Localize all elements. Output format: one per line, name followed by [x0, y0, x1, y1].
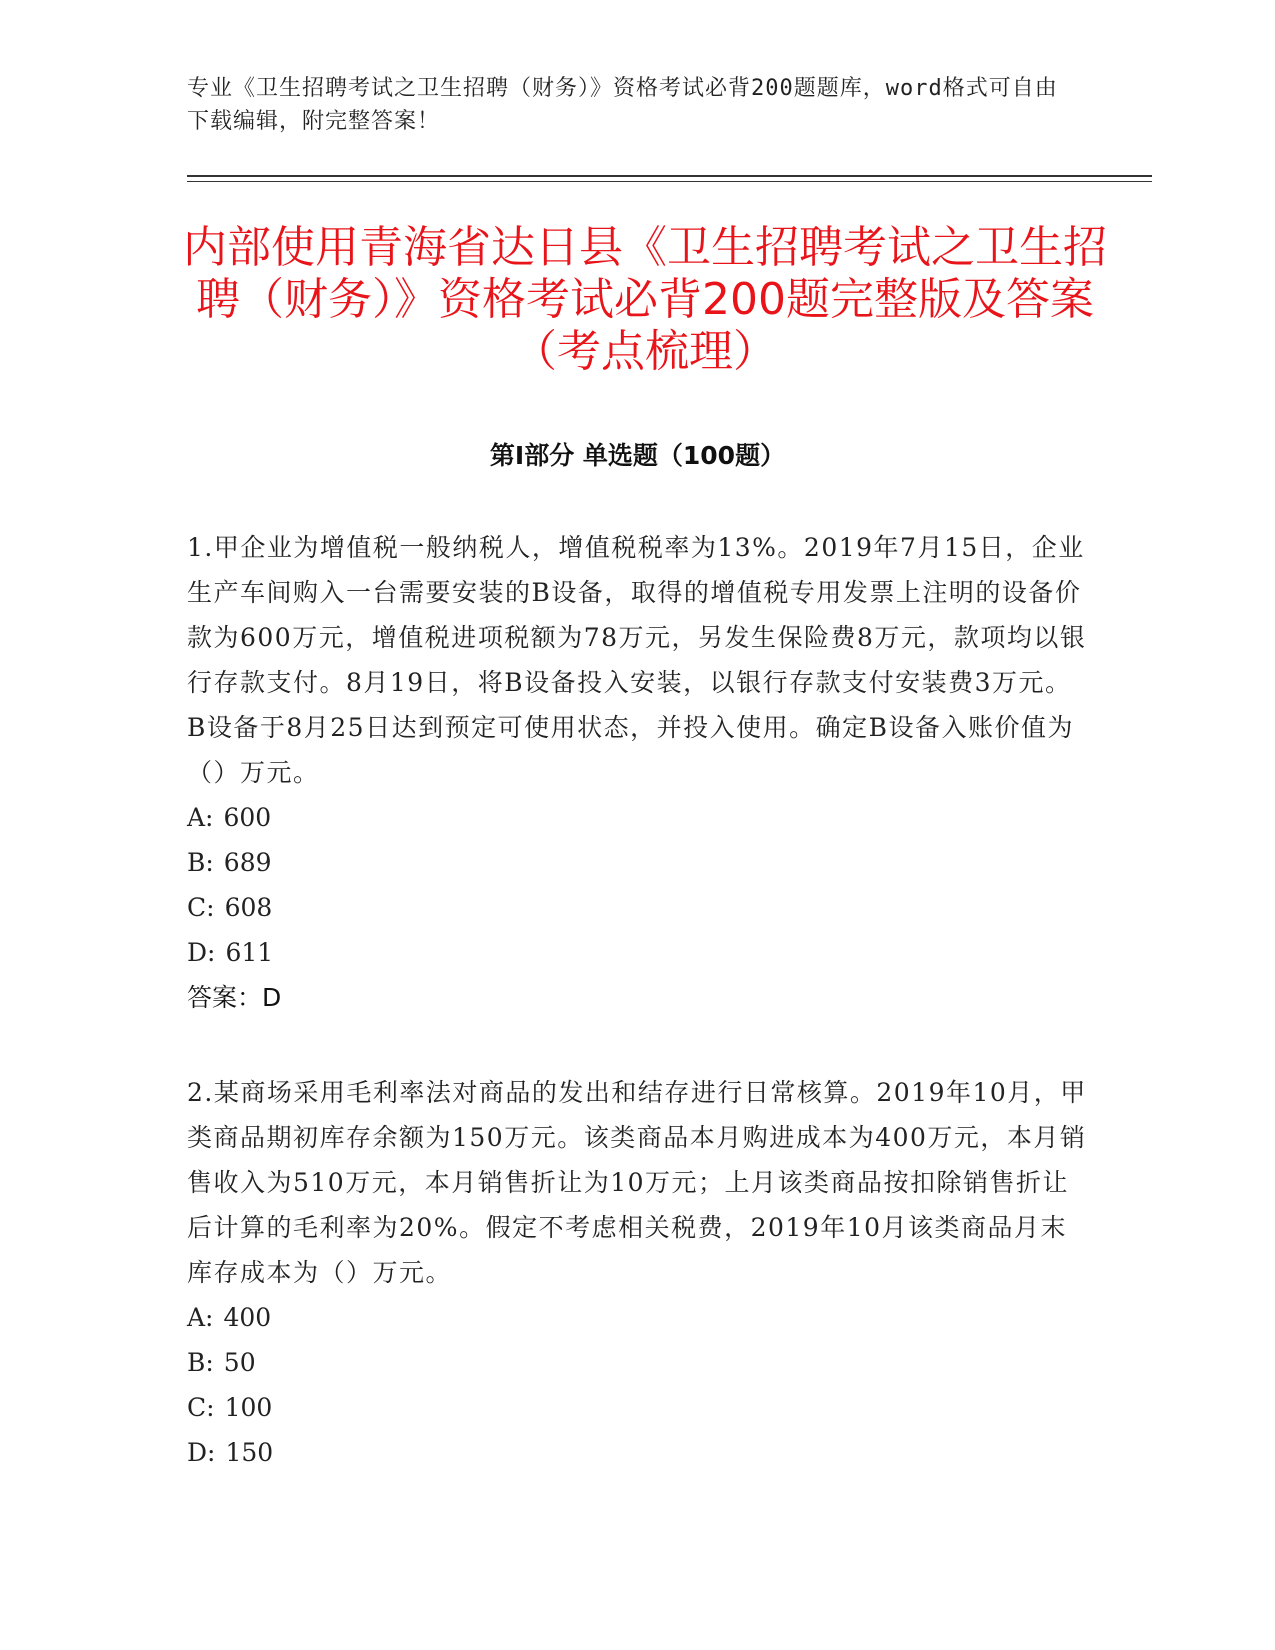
question-1 — [187, 525, 1087, 1020]
option-value: 400 — [223, 1303, 272, 1332]
header-divider-thin — [187, 181, 1152, 182]
question-2 — [187, 1070, 1087, 1475]
option-c — [187, 1385, 1087, 1430]
section-title: 第Ⅰ部分 单选题（100题） — [489, 441, 786, 470]
option-key: D: — [187, 938, 216, 967]
option-d — [187, 1430, 1087, 1475]
option-value: 50 — [223, 1348, 256, 1377]
option-key: B: — [187, 848, 214, 877]
question-stem: 2.某商场采用毛利率法对商品的发出和结存进行日常核算。2019年10月，甲类商品期初库存余额为150万元。该类商品本月购进成本为400万元，本月销售收入为510万元，本月销售折让为10万元；上月该类商品按扣除销售折让后计算的毛利率为20%。假定不考虑相关税费，2019年10月该类商品月末库存成本为（）万元。 — [187, 1078, 1087, 1287]
option-key: C: — [187, 893, 215, 922]
option-key: A: — [187, 803, 214, 832]
option-a — [187, 795, 1087, 840]
option-value: 689 — [223, 848, 272, 877]
option-d — [187, 930, 1087, 975]
options-list — [187, 1295, 1087, 1475]
option-b — [187, 840, 1087, 885]
header-divider — [187, 175, 1152, 177]
option-value: 100 — [224, 1393, 273, 1422]
option-key: B: — [187, 1348, 214, 1377]
option-key: C: — [187, 1393, 215, 1422]
question-stem: 1.甲企业为增值税一般纳税人，增值税税率为13%。2019年7月15日，企业生产车间购入一台需要安装的B设备，取得的增值税专用发票上注明的设备价款为600万元，增值税进项税额为78万元，另发生保险费8万元，款项均以银行存款支付。8月19日，将B设备投入安装，以银行存款支付安装费3万元。B设备于8月25日达到预定可使用状态，并投入使用。确定B设备入账价值为（）万元。 — [187, 533, 1087, 787]
option-value: 608 — [224, 893, 273, 922]
options-list — [187, 795, 1087, 975]
header-note: 专业《卫生招聘考试之卫生招聘（财务）》资格考试必背200题题库，word格式可自由下载编辑，附完整答案！ — [187, 76, 1058, 134]
option-value: 600 — [223, 803, 272, 832]
option-value: 611 — [225, 938, 274, 967]
option-c — [187, 885, 1087, 930]
option-key: D: — [187, 1438, 216, 1467]
option-b — [187, 1340, 1087, 1385]
option-a — [187, 1295, 1087, 1340]
option-value: 150 — [225, 1438, 274, 1467]
option-key: A: — [187, 1303, 214, 1332]
answer-line: 答案：D — [187, 983, 282, 1012]
document-title: 内部使用青海省达日县《卫生招聘考试之卫生招聘（财务）》资格考试必背200题完整版及答案（考点梳理） — [183, 222, 1107, 377]
